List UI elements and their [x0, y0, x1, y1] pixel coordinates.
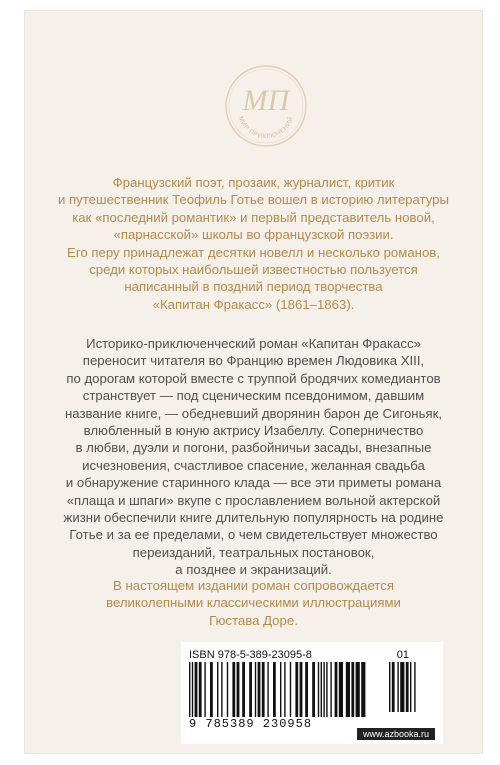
- barcode-bar: [290, 662, 291, 720]
- barcode-block: [181, 642, 443, 744]
- barcode-bar: [217, 662, 218, 720]
- barcode-bar: [392, 662, 395, 712]
- edition-note: В настоящем издании роман сопровождается великолепными классическими иллюстрациями Гюстава Доре.: [106, 578, 401, 628]
- barcode-bar: [414, 662, 415, 712]
- back-cover: [24, 10, 483, 754]
- barcode-bar: [300, 662, 303, 720]
- barcode-bar: [280, 662, 281, 720]
- barcode-bar: [210, 662, 213, 720]
- novel-summary: Историко-приключенческий роман «Капитан Фракасс» переносит читателя во Францию времен Людовика XIII, по дорогам которой вместе с труппой бродячих комедиантов странствует — под сценическим псевдонимом, давшим название книге, — обедневший дворянин барон де Сигоньяк, влюбленный в юную актрису Изабеллу. Соперничество в любви, дуэли и погони, разбойничьи засады, внезапные исчезновения, счастливое спасение, желанная свадьба и обнаружение старинного клада — все эти приметы романа «плаща и шпаги» вкупе с прославлением вольной актерской жизни обеспечили книге длительную популярность на родине Готье и за ее пределами, о чем свидетельствует множество переизданий, театральных постановок, а позднее и экранизаций.: [63, 336, 444, 578]
- barcode-bar: [389, 662, 390, 712]
- barcode-bar: [323, 662, 324, 720]
- barcode-bar: [195, 662, 198, 720]
- logo-monogram: МП: [242, 84, 290, 117]
- barcode-bar: [227, 662, 228, 720]
- barcode-bar: [356, 662, 360, 720]
- barcode-bar: [255, 662, 256, 720]
- barcode-bar: [312, 662, 315, 720]
- barcode-bar: [321, 662, 322, 720]
- barcode-bar: [273, 662, 276, 720]
- barcode-bar: [189, 662, 190, 720]
- barcode-bar: [330, 662, 331, 720]
- barcode-bar: [262, 662, 265, 720]
- series-logo: [224, 64, 308, 148]
- barcode-bar: [232, 662, 235, 720]
- barcode-bar: [242, 662, 245, 720]
- barcode-bar: [351, 662, 354, 720]
- barcode-bar: [199, 662, 202, 720]
- barcode-bars: [189, 662, 435, 720]
- barcode-bar: [267, 662, 268, 720]
- isbn-line: [189, 649, 435, 663]
- isbn-label: ISBN 978-5-389-23095-8: [189, 649, 312, 661]
- barcode-bar: [305, 662, 308, 720]
- barcode-bar: [237, 662, 240, 720]
- barcode-bar: [284, 662, 285, 720]
- barcode-bar: [346, 662, 350, 720]
- barcode-bar: [192, 662, 193, 720]
- barcode-bar: [410, 662, 411, 712]
- barcode-bar: [221, 662, 222, 720]
- barcode-bar: [339, 662, 343, 720]
- barcode-bar: [400, 662, 404, 712]
- barcode-bar: [204, 662, 205, 720]
- barcode-bar: [326, 662, 327, 720]
- barcode-bar: [397, 662, 398, 712]
- svg-text:МИР ПРИКЛЮЧЕНИЙ: [237, 115, 295, 140]
- barcode-bar: [335, 662, 338, 720]
- barcode-bar: [318, 662, 319, 720]
- author-intro: Французский поэт, прозаик, журналист, критик и путешественник Теофиль Готье вошел в историю литературы как «последний романтик» и первый представитель новой, «парнасской» школы во французской поэзии. Его перу принадлежат десятки новелл и несколько романов, среди которых наибольшей известностью пользуется написанный в поздний период творчества «Капитан Фракасс» (1861–1863).: [58, 175, 449, 312]
- isbn-addon: 01: [396, 649, 409, 661]
- barcode-bar: [361, 662, 365, 720]
- barcode-bar: [295, 662, 298, 720]
- logo-arc-text: МИР ПРИКЛЮЧЕНИЙ: [236, 115, 296, 141]
- barcode-bar: [258, 662, 261, 720]
- barcode-bar: [249, 662, 252, 720]
- barcode-digits: 9 785389 230958: [189, 717, 389, 731]
- publisher-url: www.azbooka.ru: [357, 728, 435, 740]
- barcode-bar: [406, 662, 409, 712]
